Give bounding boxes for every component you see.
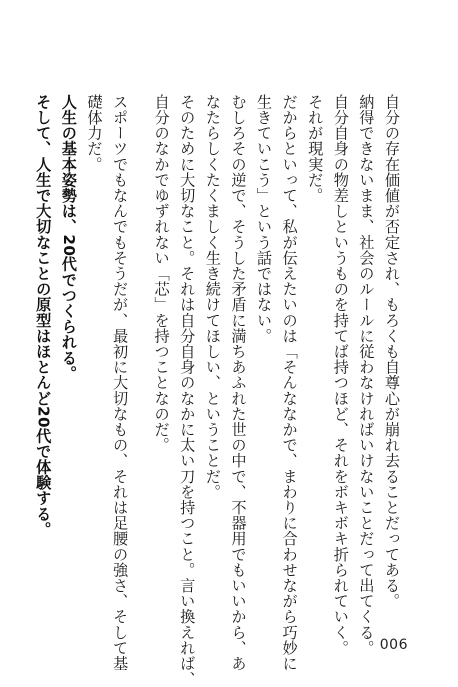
text-line: なたらしくたくましく生き続けてほしい、ということだ。	[203, 94, 222, 500]
text-line: むしろその逆で、そうした矛盾に満ちあふれた世の中で、不器用でもいいから、あ	[229, 94, 248, 672]
text-line: 自分のなかでゆずれない「芯」を持つことなのだ。	[152, 94, 171, 453]
emphasis-line: 人生の基本姿勢は、20代でつくられる。	[59, 94, 78, 382]
text-line: そのために大切なこと。それは自分自身のなかに太い刀を持つこと。言い換えれば、	[178, 94, 197, 687]
text-line: 納得できないまま、社会のルールに従わなければいけないことだって出てくる。	[357, 94, 376, 656]
text-line: 礎体力だ。	[85, 94, 104, 172]
text-line: それが現実だ。	[306, 94, 325, 204]
text-line: 自分自身の物差しというものを持てば持つほど、それをボキボキ折られていく。	[331, 94, 350, 656]
text-line: 自分の存在価値が否定され、もろくも自尊心が崩れ去ることだってある。	[383, 94, 401, 609]
text-line: だからといって、私が伝えたいのは「そんななかで、まわりに合わせながら巧妙に	[280, 94, 299, 672]
page-number: 006	[379, 637, 408, 653]
emphasis-line: そして、人生で大切なことの原型はほとんど20代で体験する。	[34, 94, 53, 538]
text-line: スポーツでもなんでもそうだが、最初に大切なもの、それは足腰の強さ、そして基	[111, 94, 130, 672]
paragraph-gap	[132, 94, 148, 614]
text-line: 生きていこう」という話ではない。	[255, 94, 274, 344]
